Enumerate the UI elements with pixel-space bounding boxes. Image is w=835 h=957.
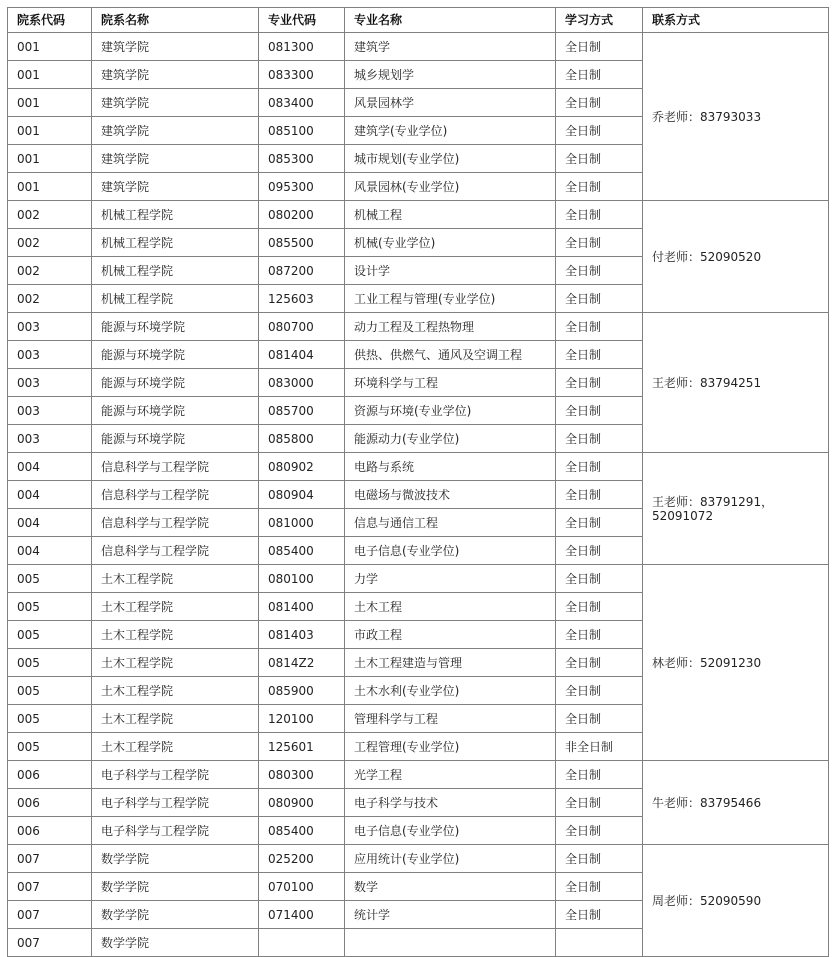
major-code-cell: 125603 bbox=[259, 285, 345, 313]
dept-name-cell: 土木工程学院 bbox=[92, 649, 259, 677]
dept-name-cell: 土木工程学院 bbox=[92, 733, 259, 761]
dept-code-cell: 005 bbox=[8, 593, 92, 621]
dept-name-cell: 土木工程学院 bbox=[92, 677, 259, 705]
major-name-cell: 建筑学 bbox=[345, 33, 556, 61]
dept-code-cell: 001 bbox=[8, 89, 92, 117]
dept-name-cell: 建筑学院 bbox=[92, 117, 259, 145]
dept-code-cell: 001 bbox=[8, 33, 92, 61]
study-mode-cell: 非全日制 bbox=[556, 733, 643, 761]
dept-code-cell: 004 bbox=[8, 537, 92, 565]
dept-name-cell: 能源与环境学院 bbox=[92, 341, 259, 369]
dept-code-cell: 003 bbox=[8, 341, 92, 369]
header-major-name: 专业名称 bbox=[345, 8, 556, 33]
study-mode-cell bbox=[556, 929, 643, 957]
header-row bbox=[8, 8, 829, 33]
study-mode-cell: 全日制 bbox=[556, 537, 643, 565]
major-code-cell: 081300 bbox=[259, 33, 345, 61]
table-row bbox=[8, 845, 829, 873]
study-mode-cell: 全日制 bbox=[556, 229, 643, 257]
dept-code-cell: 006 bbox=[8, 789, 92, 817]
major-name-cell: 土木工程建造与管理 bbox=[345, 649, 556, 677]
study-mode-cell: 全日制 bbox=[556, 61, 643, 89]
major-name-cell: 工程管理(专业学位) bbox=[345, 733, 556, 761]
study-mode-cell: 全日制 bbox=[556, 257, 643, 285]
admissions-table bbox=[7, 7, 829, 957]
major-name-cell: 电子科学与技术 bbox=[345, 789, 556, 817]
dept-code-cell: 001 bbox=[8, 61, 92, 89]
major-code-cell: 085300 bbox=[259, 145, 345, 173]
header-study-mode: 学习方式 bbox=[556, 8, 643, 33]
dept-name-cell: 数学学院 bbox=[92, 901, 259, 929]
major-name-cell: 机械(专业学位) bbox=[345, 229, 556, 257]
major-code-cell: 085400 bbox=[259, 537, 345, 565]
study-mode-cell: 全日制 bbox=[556, 453, 643, 481]
major-code-cell: 081404 bbox=[259, 341, 345, 369]
major-name-cell: 建筑学(专业学位) bbox=[345, 117, 556, 145]
major-name-cell: 机械工程 bbox=[345, 201, 556, 229]
dept-name-cell: 机械工程学院 bbox=[92, 201, 259, 229]
study-mode-cell: 全日制 bbox=[556, 761, 643, 789]
dept-code-cell: 007 bbox=[8, 901, 92, 929]
major-name-cell: 力学 bbox=[345, 565, 556, 593]
dept-code-cell: 003 bbox=[8, 313, 92, 341]
major-code-cell: 080200 bbox=[259, 201, 345, 229]
table-row bbox=[8, 201, 829, 229]
major-name-cell: 信息与通信工程 bbox=[345, 509, 556, 537]
dept-code-cell: 003 bbox=[8, 369, 92, 397]
study-mode-cell: 全日制 bbox=[556, 789, 643, 817]
table-row bbox=[8, 453, 829, 481]
contact-cell: 付老师：52090520 bbox=[643, 201, 829, 313]
table-row bbox=[8, 761, 829, 789]
dept-code-cell: 004 bbox=[8, 481, 92, 509]
study-mode-cell: 全日制 bbox=[556, 89, 643, 117]
dept-name-cell: 能源与环境学院 bbox=[92, 313, 259, 341]
major-name-cell: 电磁场与微波技术 bbox=[345, 481, 556, 509]
dept-name-cell: 机械工程学院 bbox=[92, 229, 259, 257]
study-mode-cell: 全日制 bbox=[556, 677, 643, 705]
major-name-cell: 风景园林学 bbox=[345, 89, 556, 117]
major-name-cell: 动力工程及工程热物理 bbox=[345, 313, 556, 341]
major-name-cell: 统计学 bbox=[345, 901, 556, 929]
study-mode-cell: 全日制 bbox=[556, 145, 643, 173]
major-name-cell: 资源与环境(专业学位) bbox=[345, 397, 556, 425]
study-mode-cell: 全日制 bbox=[556, 425, 643, 453]
major-code-cell: 085800 bbox=[259, 425, 345, 453]
major-code-cell: 071400 bbox=[259, 901, 345, 929]
dept-code-cell: 007 bbox=[8, 929, 92, 957]
contact-cell: 林老师：52091230 bbox=[643, 565, 829, 761]
major-code-cell: 083300 bbox=[259, 61, 345, 89]
major-code-cell: 085500 bbox=[259, 229, 345, 257]
study-mode-cell: 全日制 bbox=[556, 565, 643, 593]
major-name-cell: 风景园林(专业学位) bbox=[345, 173, 556, 201]
major-code-cell: 080904 bbox=[259, 481, 345, 509]
dept-code-cell: 006 bbox=[8, 817, 92, 845]
major-code-cell: 085100 bbox=[259, 117, 345, 145]
major-name-cell: 市政工程 bbox=[345, 621, 556, 649]
dept-name-cell: 数学学院 bbox=[92, 873, 259, 901]
contact-cell: 王老师：83791291，52091072 bbox=[643, 453, 829, 565]
dept-name-cell: 电子科学与工程学院 bbox=[92, 789, 259, 817]
dept-name-cell: 能源与环境学院 bbox=[92, 397, 259, 425]
study-mode-cell: 全日制 bbox=[556, 481, 643, 509]
major-code-cell: 125601 bbox=[259, 733, 345, 761]
contact-cell: 乔老师：83793033 bbox=[643, 33, 829, 201]
table-row bbox=[8, 313, 829, 341]
study-mode-cell: 全日制 bbox=[556, 341, 643, 369]
study-mode-cell: 全日制 bbox=[556, 901, 643, 929]
dept-code-cell: 005 bbox=[8, 677, 92, 705]
major-name-cell: 管理科学与工程 bbox=[345, 705, 556, 733]
major-name-cell: 电子信息(专业学位) bbox=[345, 537, 556, 565]
dept-name-cell: 电子科学与工程学院 bbox=[92, 817, 259, 845]
dept-code-cell: 003 bbox=[8, 397, 92, 425]
major-code-cell: 085900 bbox=[259, 677, 345, 705]
dept-name-cell: 建筑学院 bbox=[92, 173, 259, 201]
major-code-cell: 080900 bbox=[259, 789, 345, 817]
major-code-cell: 025200 bbox=[259, 845, 345, 873]
dept-name-cell: 信息科学与工程学院 bbox=[92, 537, 259, 565]
study-mode-cell: 全日制 bbox=[556, 173, 643, 201]
study-mode-cell: 全日制 bbox=[556, 621, 643, 649]
header-contact: 联系方式 bbox=[643, 8, 829, 33]
dept-name-cell: 信息科学与工程学院 bbox=[92, 481, 259, 509]
study-mode-cell: 全日制 bbox=[556, 509, 643, 537]
study-mode-cell: 全日制 bbox=[556, 397, 643, 425]
contact-cell: 周老师：52090590 bbox=[643, 845, 829, 957]
dept-code-cell: 001 bbox=[8, 145, 92, 173]
dept-name-cell: 建筑学院 bbox=[92, 61, 259, 89]
dept-name-cell: 建筑学院 bbox=[92, 33, 259, 61]
contact-cell: 牛老师：83795466 bbox=[643, 761, 829, 845]
study-mode-cell: 全日制 bbox=[556, 649, 643, 677]
major-code-cell: 087200 bbox=[259, 257, 345, 285]
major-code-cell: 120100 bbox=[259, 705, 345, 733]
study-mode-cell: 全日制 bbox=[556, 705, 643, 733]
major-name-cell: 环境科学与工程 bbox=[345, 369, 556, 397]
dept-code-cell: 003 bbox=[8, 425, 92, 453]
dept-name-cell: 机械工程学院 bbox=[92, 285, 259, 313]
dept-name-cell: 建筑学院 bbox=[92, 89, 259, 117]
dept-code-cell: 005 bbox=[8, 705, 92, 733]
study-mode-cell: 全日制 bbox=[556, 873, 643, 901]
dept-name-cell: 数学学院 bbox=[92, 845, 259, 873]
header-major-code: 专业代码 bbox=[259, 8, 345, 33]
major-name-cell: 电子信息(专业学位) bbox=[345, 817, 556, 845]
major-code-cell bbox=[259, 929, 345, 957]
dept-code-cell: 004 bbox=[8, 509, 92, 537]
dept-code-cell: 001 bbox=[8, 173, 92, 201]
dept-code-cell: 002 bbox=[8, 229, 92, 257]
table-row bbox=[8, 565, 829, 593]
dept-code-cell: 002 bbox=[8, 201, 92, 229]
major-name-cell: 设计学 bbox=[345, 257, 556, 285]
major-code-cell: 081403 bbox=[259, 621, 345, 649]
dept-code-cell: 005 bbox=[8, 649, 92, 677]
dept-name-cell: 能源与环境学院 bbox=[92, 425, 259, 453]
header-dept-name: 院系名称 bbox=[92, 8, 259, 33]
dept-code-cell: 004 bbox=[8, 453, 92, 481]
major-code-cell: 083000 bbox=[259, 369, 345, 397]
major-code-cell: 0814Z2 bbox=[259, 649, 345, 677]
dept-code-cell: 007 bbox=[8, 845, 92, 873]
major-name-cell: 工业工程与管理(专业学位) bbox=[345, 285, 556, 313]
major-code-cell: 085400 bbox=[259, 817, 345, 845]
dept-code-cell: 002 bbox=[8, 257, 92, 285]
study-mode-cell: 全日制 bbox=[556, 33, 643, 61]
dept-name-cell: 能源与环境学院 bbox=[92, 369, 259, 397]
dept-name-cell: 土木工程学院 bbox=[92, 621, 259, 649]
major-name-cell: 能源动力(专业学位) bbox=[345, 425, 556, 453]
study-mode-cell: 全日制 bbox=[556, 117, 643, 145]
major-name-cell: 光学工程 bbox=[345, 761, 556, 789]
dept-name-cell: 土木工程学院 bbox=[92, 705, 259, 733]
major-name-cell: 数学 bbox=[345, 873, 556, 901]
dept-name-cell: 建筑学院 bbox=[92, 145, 259, 173]
study-mode-cell: 全日制 bbox=[556, 369, 643, 397]
study-mode-cell: 全日制 bbox=[556, 201, 643, 229]
major-code-cell: 085700 bbox=[259, 397, 345, 425]
dept-code-cell: 005 bbox=[8, 565, 92, 593]
dept-code-cell: 006 bbox=[8, 761, 92, 789]
header-dept-code: 院系代码 bbox=[8, 8, 92, 33]
major-code-cell: 080100 bbox=[259, 565, 345, 593]
major-code-cell: 080300 bbox=[259, 761, 345, 789]
major-name-cell: 土木工程 bbox=[345, 593, 556, 621]
study-mode-cell: 全日制 bbox=[556, 285, 643, 313]
dept-name-cell: 信息科学与工程学院 bbox=[92, 453, 259, 481]
dept-name-cell: 土木工程学院 bbox=[92, 565, 259, 593]
dept-code-cell: 005 bbox=[8, 733, 92, 761]
contact-cell: 王老师：83794251 bbox=[643, 313, 829, 453]
major-name-cell: 供热、供燃气、通风及空调工程 bbox=[345, 341, 556, 369]
table-row bbox=[8, 33, 829, 61]
major-name-cell: 土木水利(专业学位) bbox=[345, 677, 556, 705]
dept-code-cell: 007 bbox=[8, 873, 92, 901]
dept-code-cell: 002 bbox=[8, 285, 92, 313]
major-code-cell: 080902 bbox=[259, 453, 345, 481]
table-body bbox=[8, 33, 829, 957]
dept-code-cell: 001 bbox=[8, 117, 92, 145]
study-mode-cell: 全日制 bbox=[556, 817, 643, 845]
major-code-cell: 070100 bbox=[259, 873, 345, 901]
study-mode-cell: 全日制 bbox=[556, 593, 643, 621]
major-code-cell: 080700 bbox=[259, 313, 345, 341]
dept-name-cell: 信息科学与工程学院 bbox=[92, 509, 259, 537]
major-name-cell bbox=[345, 929, 556, 957]
major-code-cell: 095300 bbox=[259, 173, 345, 201]
dept-name-cell: 机械工程学院 bbox=[92, 257, 259, 285]
dept-name-cell: 数学学院 bbox=[92, 929, 259, 957]
dept-name-cell: 土木工程学院 bbox=[92, 593, 259, 621]
major-code-cell: 081400 bbox=[259, 593, 345, 621]
major-name-cell: 城市规划(专业学位) bbox=[345, 145, 556, 173]
study-mode-cell: 全日制 bbox=[556, 845, 643, 873]
dept-name-cell: 电子科学与工程学院 bbox=[92, 761, 259, 789]
major-code-cell: 081000 bbox=[259, 509, 345, 537]
major-code-cell: 083400 bbox=[259, 89, 345, 117]
major-name-cell: 城乡规划学 bbox=[345, 61, 556, 89]
major-name-cell: 电路与系统 bbox=[345, 453, 556, 481]
dept-code-cell: 005 bbox=[8, 621, 92, 649]
major-name-cell: 应用统计(专业学位) bbox=[345, 845, 556, 873]
study-mode-cell: 全日制 bbox=[556, 313, 643, 341]
